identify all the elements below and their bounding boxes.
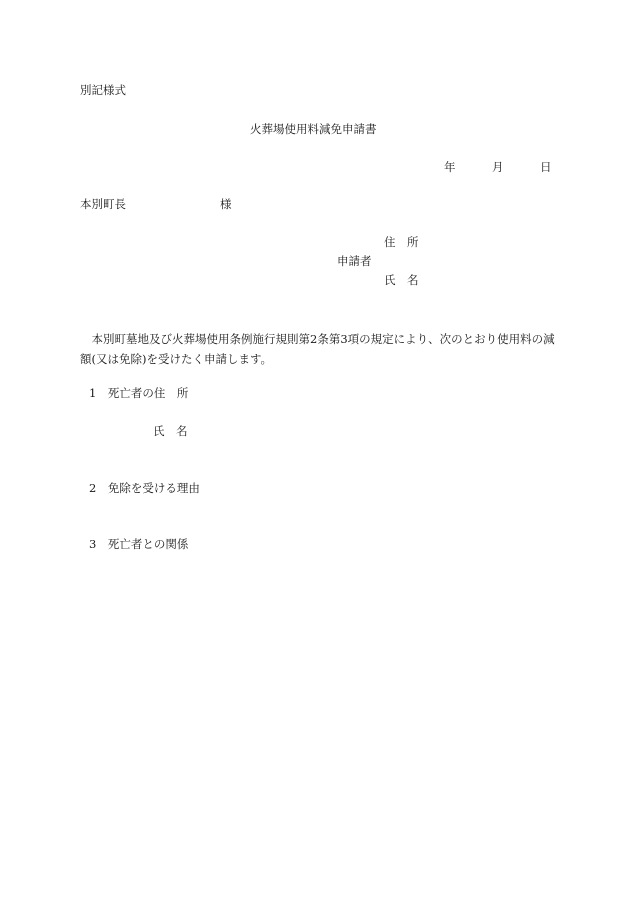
applicant-name-label: 氏 名 xyxy=(384,273,419,287)
page-title: 火葬場使用料減免申請書 xyxy=(250,122,377,136)
application-body-text: 本別町墓地及び火葬場使用条例施行規則第2条第3項の規定により、次のとおり使用料の減額(又は免除)を受けたく申請します。 xyxy=(80,332,555,366)
applicant-address-label: 住 所 xyxy=(384,235,419,249)
deceased-address-item: 1 死亡者の住 所 xyxy=(89,386,189,400)
relationship-item: 3 死亡者との関係 xyxy=(89,537,189,551)
form-label: 別記様式 xyxy=(80,83,126,97)
recipient-name: 本別町長 xyxy=(80,197,126,211)
deceased-name-item: 氏 名 xyxy=(153,424,188,438)
recipient-honorific: 様 xyxy=(220,197,232,211)
exemption-reason-item: 2 免除を受ける理由 xyxy=(89,481,200,495)
applicant-role-label: 申請者 xyxy=(337,254,372,268)
date-day-label: 日 xyxy=(540,160,552,174)
date-year-label: 年 xyxy=(444,160,456,174)
date-month-label: 月 xyxy=(492,160,504,174)
